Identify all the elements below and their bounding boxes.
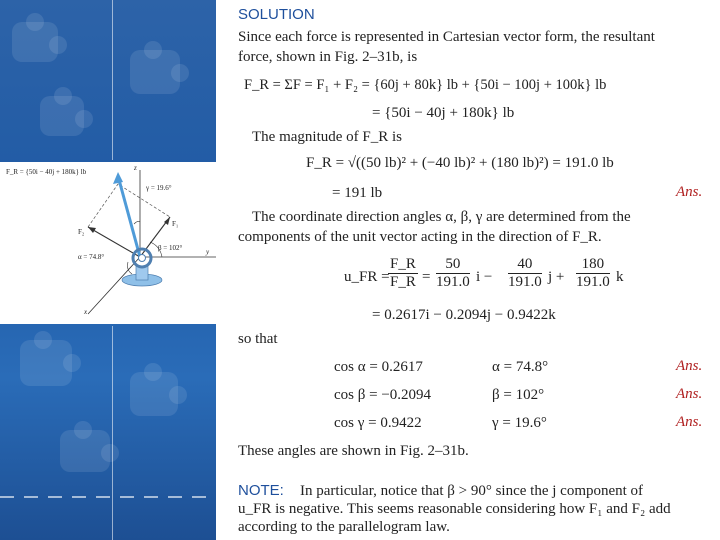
note-line-2: u_FR is negative. This seems reasonable considering how F₁ and F₂ add <box>238 501 671 517</box>
cos-beta: cos β = −0.2094 <box>334 387 432 403</box>
angles-line-1: The coordinate direction angles α, β, γ are determined from the <box>252 209 631 225</box>
puzzle-piece-shape <box>12 22 58 62</box>
resultant-arrowhead <box>113 172 123 184</box>
answer-label: Ans. <box>676 414 703 430</box>
answer-label: Ans. <box>676 358 703 374</box>
fraction-40 <box>508 256 542 291</box>
beta-value: β = 102° <box>492 387 545 403</box>
puzzle-piece-shape <box>40 96 84 136</box>
alpha-label: α = 74.8° <box>78 253 105 261</box>
fraction-denominator: 191.0 <box>576 274 610 290</box>
term-k: k <box>616 269 624 285</box>
angles-shown-text: These angles are shown in Fig. 2–31b. <box>238 443 469 459</box>
gamma-value: γ = 19.6° <box>492 415 547 431</box>
solution-content <box>238 0 712 540</box>
note-line-3: according to the parallelogram law. <box>238 519 450 535</box>
f1-label: F₁ <box>172 220 179 228</box>
unit-vector-result: = 0.2617i − 0.2094j − 0.9422k <box>372 307 556 323</box>
beta-label: β = 102° <box>158 244 183 252</box>
magnitude-result: = 191 lb <box>332 185 383 201</box>
z-axis-label: z <box>134 164 137 172</box>
puzzle-piece-shape <box>60 430 110 472</box>
fraction-numerator: 50 <box>436 256 470 274</box>
cos-gamma: cos γ = 0.9422 <box>334 415 422 431</box>
note-label <box>238 482 284 500</box>
answer-label: Ans. <box>676 184 703 200</box>
fraction-numerator: 180 <box>576 256 610 274</box>
fraction-denominator: 191.0 <box>508 274 542 290</box>
vector-diagram <box>0 162 216 324</box>
answer-label: Ans. <box>676 386 703 402</box>
fraction-denominator: 191.0 <box>436 274 470 290</box>
cos-alpha: cos α = 0.2617 <box>334 359 423 375</box>
support-ring-hole <box>139 255 146 262</box>
fraction-fr-over-fr <box>388 256 418 291</box>
fraction-numerator: 40 <box>508 256 542 274</box>
intro-line-1: Since each force is represented in Cartesian vector form, the resultant <box>238 29 655 45</box>
equals-sign: = <box>422 269 431 285</box>
fr-label: F_R = {50i − 40j + 180k} lb <box>6 168 87 176</box>
intro-line-2: force, shown in Fig. 2–31b, is <box>238 49 418 65</box>
term-i: i − <box>476 269 493 285</box>
f2-label: F₂ <box>78 228 85 236</box>
resultant-equation-1: F_R = ΣF = F₁ + F₂ = {60j + 80k} lb + {50i − 100j + 100k} lb <box>244 77 607 93</box>
puzzle-piece-shape <box>130 372 178 416</box>
fraction-numerator: F_R <box>390 256 416 272</box>
magnitude-equation: F_R = √((50 lb)² + (−40 lb)² + (180 lb)²) = 191.0 lb <box>306 155 614 171</box>
fraction-denominator: F_R <box>390 274 416 290</box>
force-vector-figure <box>0 162 216 324</box>
resultant-vector <box>118 176 140 257</box>
y-axis-label: y <box>206 248 210 256</box>
fraction-180 <box>576 256 610 291</box>
note-line-1: In particular, notice that β > 90° since the j component of <box>300 483 644 499</box>
fraction-50 <box>436 256 470 291</box>
gamma-arc <box>134 221 140 224</box>
divider-line <box>112 326 113 540</box>
f2-arrowhead <box>88 227 96 233</box>
x-axis-label: x <box>84 308 88 316</box>
magnitude-text: The magnitude of F_R is <box>252 129 402 145</box>
so-that-text: so that <box>238 331 278 347</box>
dashed-divider <box>0 496 216 498</box>
solution-heading: SOLUTION <box>238 6 315 23</box>
resultant-equation-2: = {50i − 40j + 180k} lb <box>372 105 515 121</box>
puzzle-piece-shape <box>130 50 180 94</box>
alpha-value: α = 74.8° <box>492 359 549 375</box>
note-heading: NOTE: <box>238 482 284 499</box>
puzzle-piece-shape <box>20 340 72 386</box>
gamma-label: γ = 19.6° <box>146 184 172 192</box>
term-j: j + <box>548 269 565 285</box>
unit-vector-lhs: u_FR = <box>344 269 390 285</box>
angles-line-2: components of the unit vector acting in the direction of F_R. <box>238 229 602 245</box>
divider-line <box>112 0 113 160</box>
